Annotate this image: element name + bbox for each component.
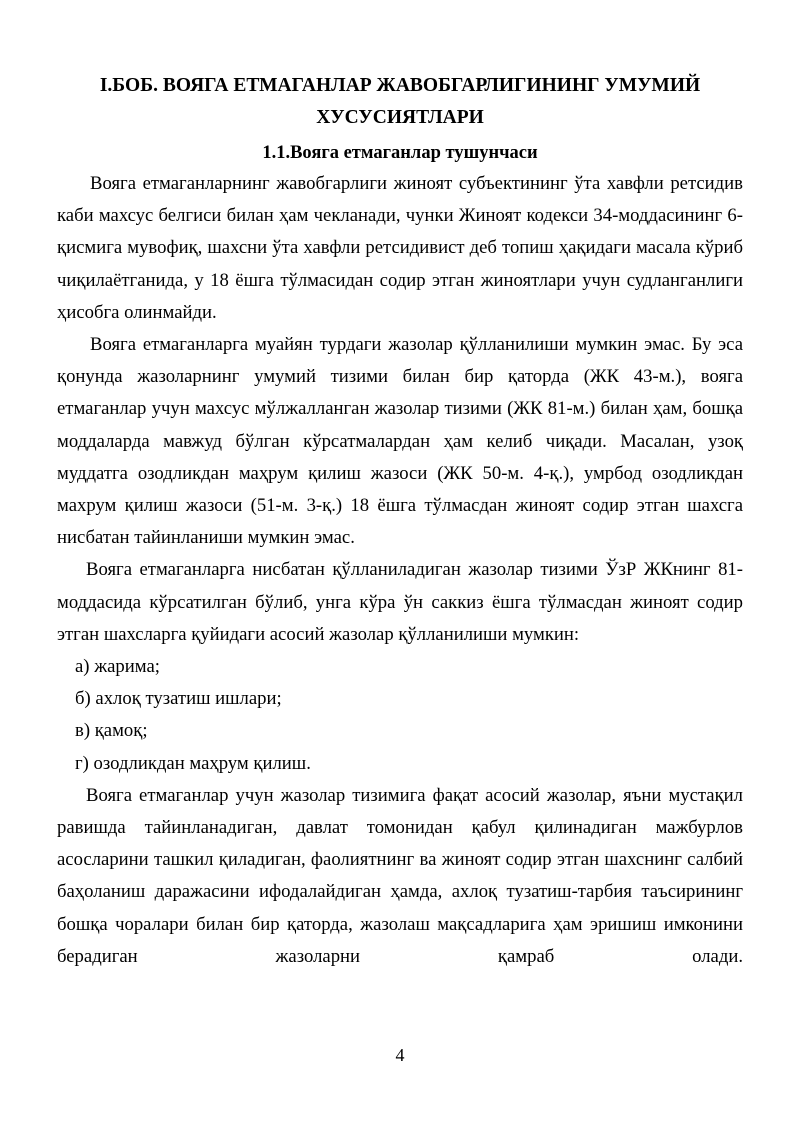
- paragraph-3: Вояга етмаганларга нисбатан қўлланиладиган жазолар тизими ЎзР ЖКнинг 81-моддасида кўрсатилган бўлиб, унга кўра ўн саккиз ёшга тўлмасдан жиноят содир этган шахсларга қуйидаги асосий жазолар қўлланилиши мумкин:: [57, 559, 743, 645]
- list-item: б) ахлоқ тузатиш ишлари;: [75, 688, 282, 710]
- document-page: [57, 60, 743, 973]
- chapter-title-line-2: ХУСУСИЯТЛАРИ: [316, 107, 484, 128]
- chapter-title-line-1: I.БОБ. ВОЯГА ЕТМАГАНЛАР ЖАВОБГАРЛИГИНИНГ УМУМИЙ: [99, 75, 701, 96]
- paragraph-2: Вояга етмаганларга муайян турдаги жазолар қўлланилиши мумкин эмас. Бу эса қонунда жазоларнинг умумий тизими билан бир қаторда (ЖК 43-м.), вояга етмаганлар учун махсус мўлжалланган жазолар тизими (ЖК 81-м.) билан ҳам, бошқа моддаларда мавжуд бўлган кўрсатмалардан ҳам келиб чиқади. Масалан, узоқ муддатга озодликдан маҳрум қилиш жазоси (ЖК 50-м. 4-қ.), умрбод озодликдан махрум қилиш жазоси (51-м. 3-қ.) 18 ёшга тўлмасдан жиноят содир этган шахсга нисбатан тайинланиши мумкин эмас.: [57, 334, 743, 549]
- list-item: а) жарима;: [75, 656, 160, 678]
- section-title: 1.1.Вояга етмаганлар тушунчаси: [262, 143, 538, 163]
- list-item: г) озодликдан маҳрум қилиш.: [75, 752, 311, 774]
- punishment-list: [57, 651, 743, 780]
- paragraph-1: Вояга етмаганларнинг жавобгарлиги жиноят субъектининг ўта хавфли ретсидив каби махсус белгиси билан ҳам чекланади, чунки Жиноят кодекси 34-моддасининг 6-қисмига мувофиқ, шахсни ўта хавфли ретсидивист деб топиш ҳақидаги масала кўриб чиқилаётганида, у 18 ёшга тўлмасидан содир этган жиноятлари учун судланганлиги ҳисобга олинмайди.: [57, 173, 743, 323]
- paragraph-4: Вояга етмаганлар учун жазолар тизимига фақат асосий жазолар, яъни мустақил равишда тайинланадиган, давлат томонидан қабул қилинадиган мажбурлов асосларини ташкил қиладиган, фаолиятнинг ва жиноят содир этган шахснинг салбий баҳоланиш даражасини ифодалайдиган ҳамда, ахлоқ тузатиш-тарбия таъсирининг бошқа чоралари билан бир қаторда, жазолаш мақсадларига ҳам эришиш имконини берадиган жазоларни қамраб олади.: [57, 784, 743, 967]
- list-item: в) қамоқ;: [75, 720, 148, 742]
- page-number: 4: [395, 1045, 405, 1065]
- chapter-title: [57, 70, 743, 134]
